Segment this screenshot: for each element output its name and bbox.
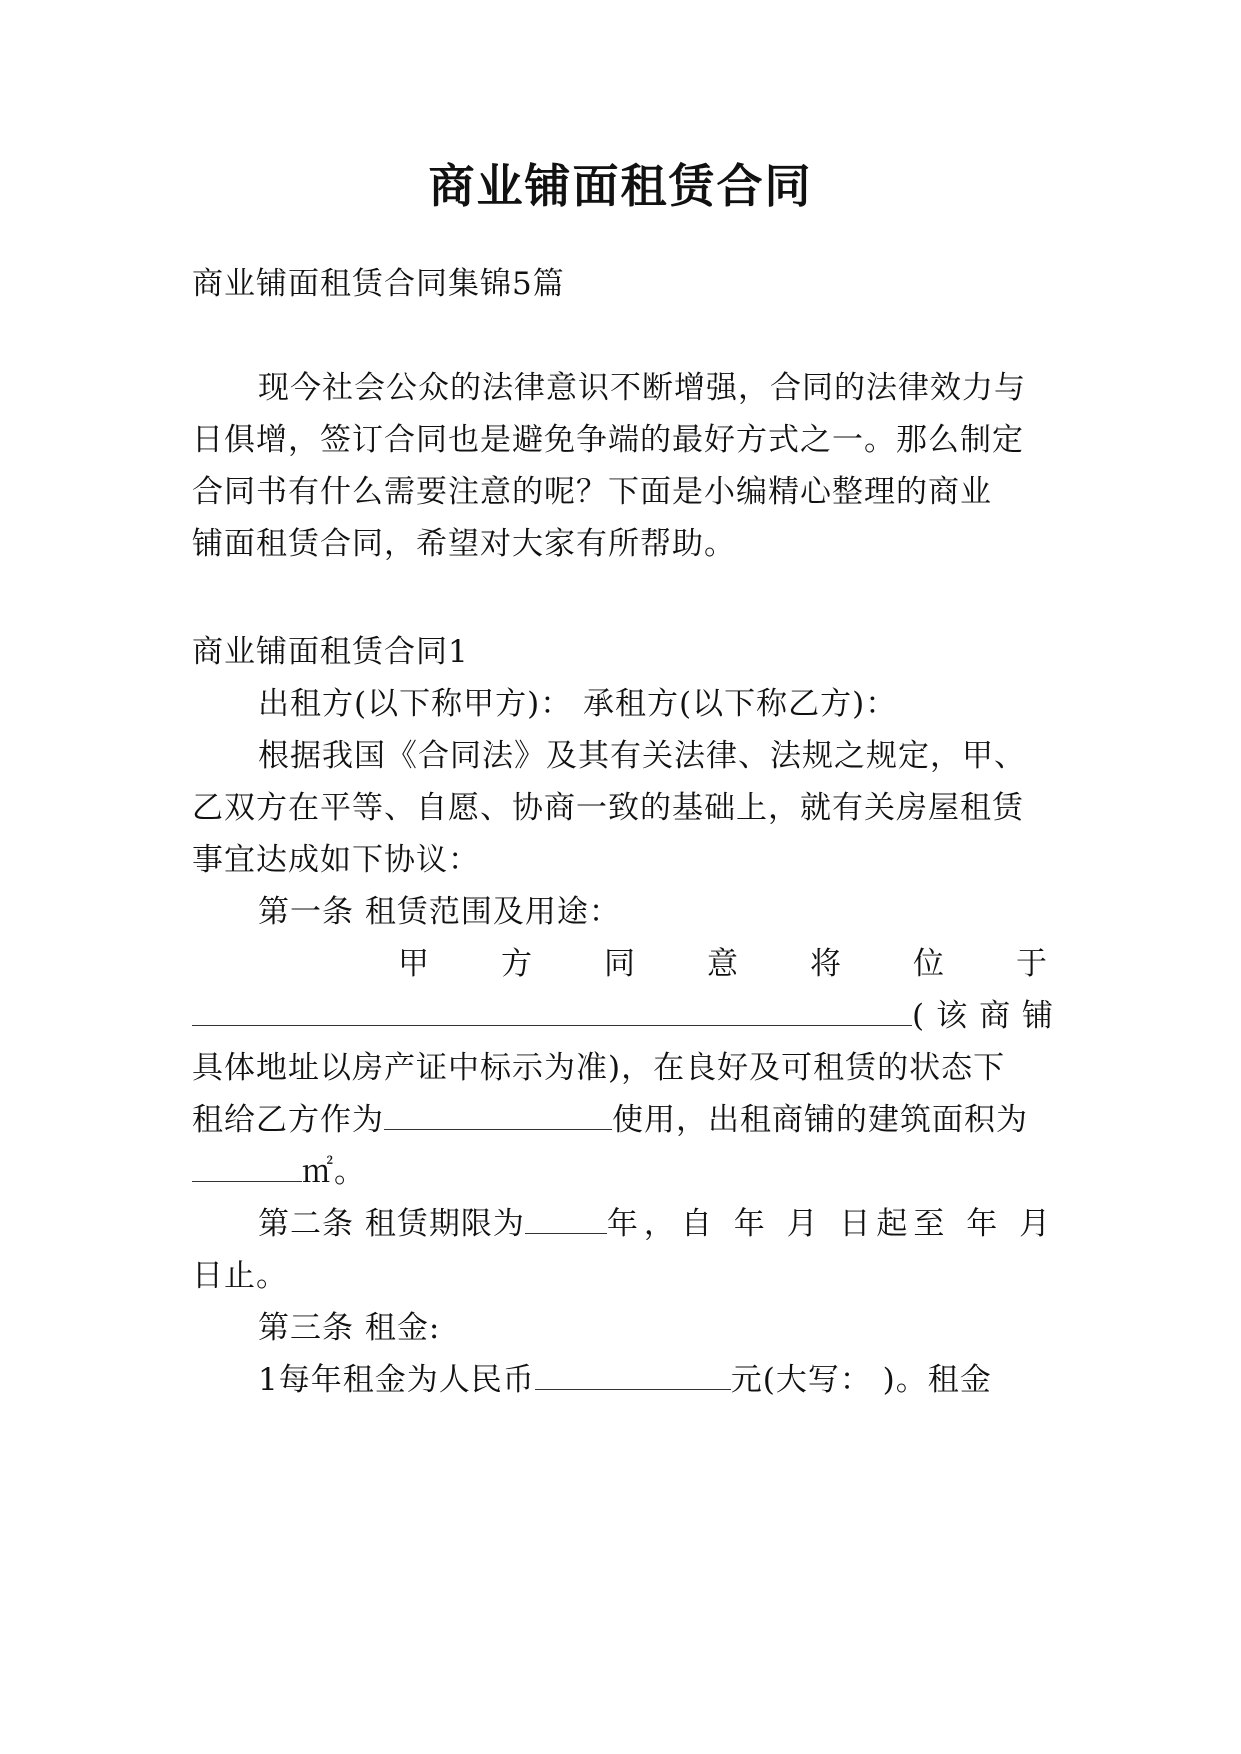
basis-line-1: 根据我国《合同法》及其有关法律、法规之规定，甲、 [258, 738, 1026, 774]
area-unit: ㎡。 [302, 1154, 366, 1190]
intro-line-4: 铺面租赁合同，希望对大家有所帮助。 [192, 526, 736, 562]
article1-heading: 第一条 租赁范围及用途： [258, 894, 621, 930]
intro-line-1: 现今社会公众的法律意识不断增强，合同的法律效力与 [258, 370, 1026, 406]
section-heading: 商业铺面租赁合同1 [192, 634, 469, 670]
address-note: (该商铺 [912, 998, 1066, 1034]
article2-b: 年，自 年 月 日起至 年 月 [606, 1206, 1057, 1242]
article1-line-3: 具体地址以房产证中标示为准)，在良好及可租赁的状态下 [192, 1050, 1006, 1086]
basis-line-2: 乙双方在平等、自愿、协商一致的基础上，就有关房屋租赁 [192, 790, 1024, 826]
spread-char: 意 [707, 946, 739, 982]
article1-line-4 [192, 1100, 1028, 1140]
article2-a: 第二条 租赁期限为 [258, 1206, 525, 1242]
article2-line-1 [258, 1204, 1056, 1244]
article1-spread-line [398, 944, 1048, 984]
article1-line-4-a: 租给乙方作为 [192, 1102, 384, 1138]
use-blank[interactable] [384, 1101, 612, 1130]
intro-line-2: 日俱增，签订合同也是避免争端的最好方式之一。那么制定 [192, 422, 1024, 458]
article1-line-4-b: 使用，出租商铺的建筑面积为 [612, 1102, 1028, 1138]
basis-line-3: 事宜达成如下协议： [192, 842, 480, 878]
term-blank[interactable] [525, 1205, 607, 1234]
spread-char: 于 [1016, 946, 1048, 982]
spread-char: 甲 [398, 946, 430, 982]
article3-heading: 第三条 租金: [258, 1310, 441, 1346]
article1-line-5 [192, 1152, 366, 1192]
rent-b: 元(大写： )。租金 [730, 1362, 992, 1398]
article2-line-2: 日止。 [192, 1258, 288, 1294]
rent-blank[interactable] [535, 1361, 731, 1390]
spread-char: 将 [810, 946, 842, 982]
article1-address-line [192, 996, 1065, 1036]
spread-char: 同 [604, 946, 636, 982]
rent-a: 1每年租金为人民币 [258, 1362, 535, 1398]
document-title: 商业铺面租赁合同 [428, 159, 813, 213]
article3-rent-line [258, 1360, 992, 1400]
address-blank[interactable] [192, 997, 912, 1026]
spread-char: 位 [913, 946, 945, 982]
document-subtitle: 商业铺面租赁合同集锦5篇 [192, 266, 565, 302]
area-blank[interactable] [192, 1153, 302, 1182]
parties-line: 出租方(以下称甲方)： 承租方(以下称乙方)： [258, 686, 898, 722]
intro-line-3: 合同书有什么需要注意的呢？下面是小编精心整理的商业 [192, 474, 992, 510]
spread-char: 方 [501, 946, 533, 982]
